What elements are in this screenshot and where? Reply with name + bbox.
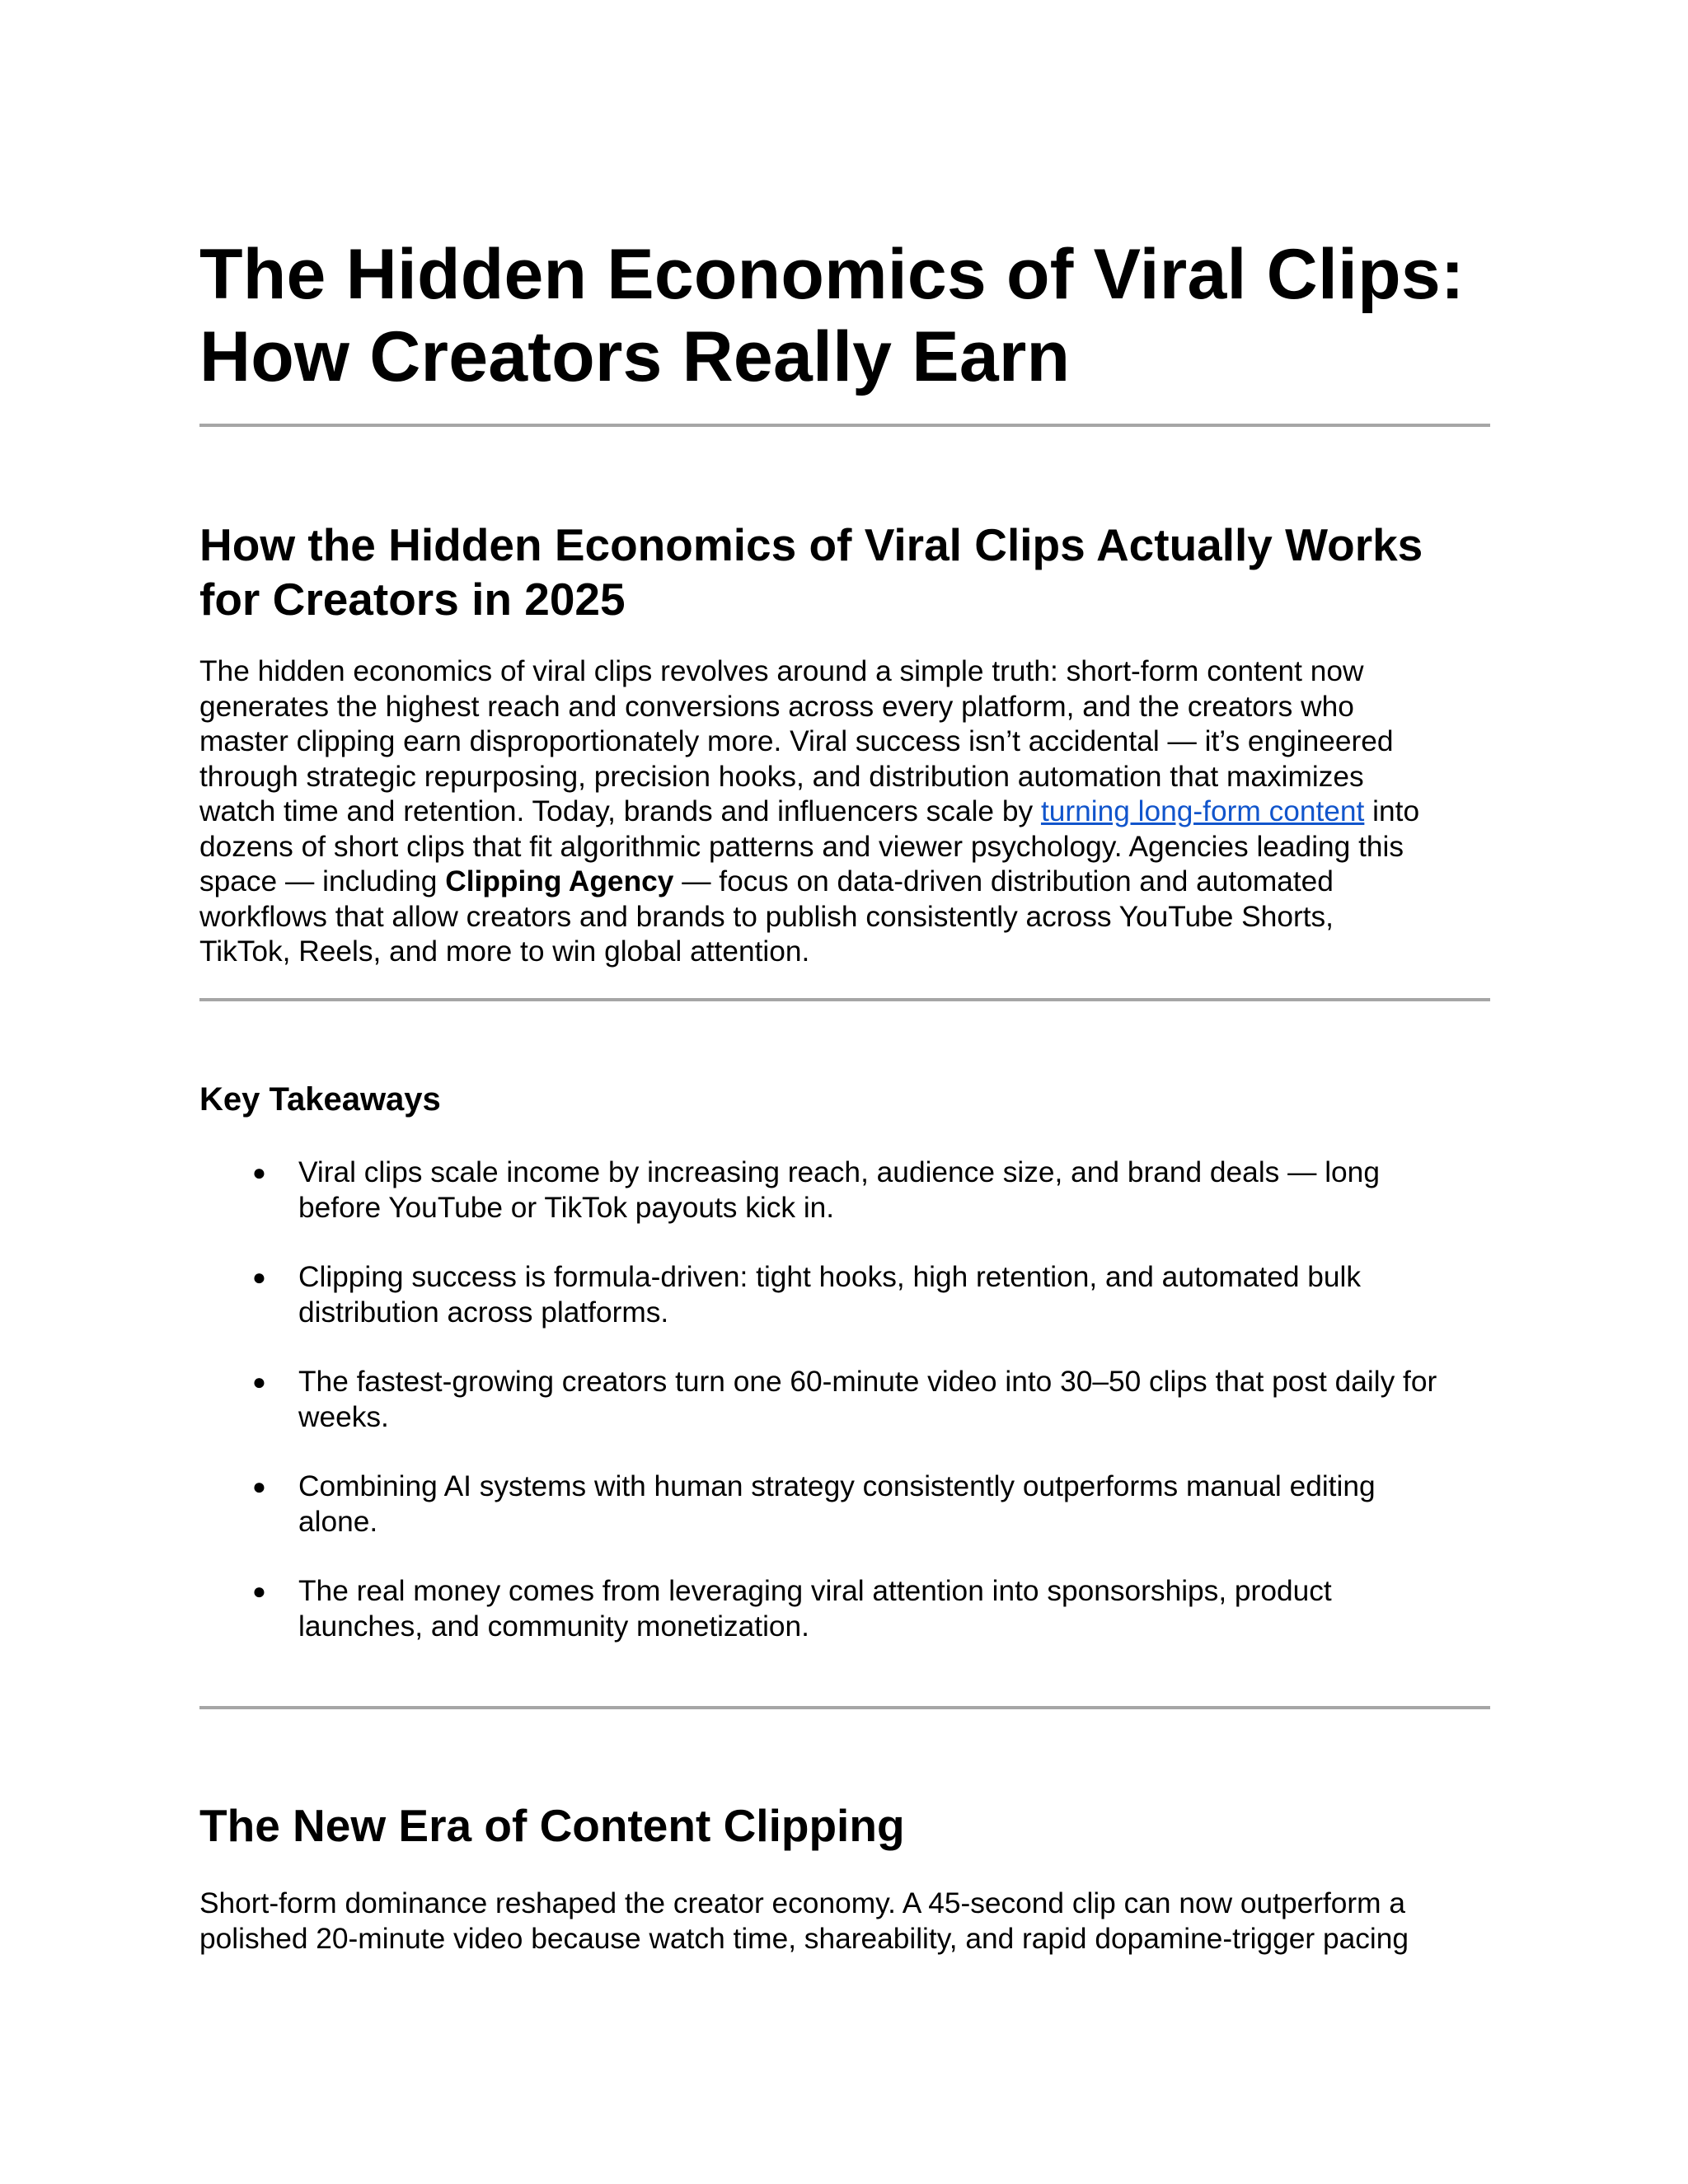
- section-heading: The New Era of Content Clipping: [199, 1800, 905, 1851]
- intro-text: — focus on data-driven distribution and automated: [673, 865, 1334, 898]
- list-item-text: launches, and community monetization.: [298, 1610, 809, 1643]
- intro-text: watch time and retention. Today, brands and influencers scale by: [199, 795, 1041, 827]
- intro-heading-line-1: How the Hidden Economics of Viral Clips Actually Works: [199, 519, 1423, 570]
- takeaways-heading: Key Takeaways: [199, 1081, 441, 1118]
- list-item-text: The fastest-growing creators turn one 60-minute video into 30–50 clips that post daily for: [298, 1366, 1437, 1398]
- divider-rule: [199, 998, 1490, 1001]
- list-item-text: weeks.: [298, 1400, 389, 1433]
- intro-line: dozens of short clips that fit algorithmic patterns and viewer psychology. Agencies leading this: [199, 830, 1404, 863]
- list-item-text: Combining AI systems with human strategy consistently outperforms manual editing: [298, 1470, 1376, 1502]
- title-line-2: How Creators Really Earn: [199, 317, 1071, 396]
- list-item: [199, 1365, 1502, 1435]
- list-item-text: distribution across platforms.: [298, 1296, 669, 1329]
- intro-heading: [199, 518, 1502, 626]
- intro-text: space — including: [199, 865, 446, 898]
- title-line-1: The Hidden Economics of Viral Clips:: [199, 235, 1465, 314]
- intro-line: workflows that allow creators and brands to publish consistently across YouTube Shorts,: [199, 900, 1334, 933]
- intro-heading-line-2: for Creators in 2025: [199, 574, 626, 625]
- intro-line: TikTok, Reels, and more to win global attention.: [199, 935, 810, 968]
- divider-rule: [199, 1706, 1490, 1709]
- bullet-icon: ●: [252, 1369, 266, 1394]
- list-item-text: alone.: [298, 1505, 378, 1538]
- intro-line: through strategic repurposing, precision hooks, and distribution automation that maximizes: [199, 760, 1364, 793]
- list-item-text: Viral clips scale income by increasing reach, audience size, and brand deals — long: [298, 1156, 1380, 1188]
- intro-line: master clipping earn disproportionately more. Viral success isn’t accidental — it’s engineered: [199, 725, 1394, 757]
- long-form-content-link[interactable]: turning long-form content: [1040, 795, 1365, 827]
- list-item-text: before YouTube or TikTok payouts kick in.: [298, 1191, 835, 1224]
- intro-line: [199, 865, 1502, 900]
- section-paragraph: [199, 1886, 1502, 1957]
- list-item: [199, 1260, 1502, 1330]
- bullet-icon: ●: [252, 1578, 266, 1604]
- intro-line: generates the highest reach and conversions across every platform, and the creators who: [199, 690, 1354, 723]
- divider-rule: [199, 424, 1490, 427]
- intro-line: The hidden economics of viral clips revolves around a simple truth: short-form content now: [199, 655, 1364, 687]
- intro-text: into: [1364, 795, 1420, 827]
- list-item: [199, 1155, 1502, 1226]
- takeaways-list: [199, 1155, 1502, 1679]
- list-item: [199, 1469, 1502, 1540]
- document-title: [199, 233, 1502, 398]
- bullet-icon: ●: [252, 1264, 266, 1290]
- intro-paragraph: [199, 654, 1502, 970]
- section-line: polished 20-minute video because watch time, shareability, and rapid dopamine-trigger pacing: [199, 1922, 1409, 1955]
- list-item-text: The real money comes from leveraging viral attention into sponsorships, product: [298, 1575, 1332, 1607]
- bullet-icon: ●: [252, 1474, 266, 1499]
- list-item-text: Clipping success is formula-driven: tight hooks, high retention, and automated bulk: [298, 1261, 1362, 1293]
- bullet-icon: ●: [252, 1160, 266, 1185]
- intro-line: [199, 794, 1502, 830]
- list-item: [199, 1574, 1502, 1644]
- agency-name: Clipping Agency: [445, 865, 674, 898]
- section-line: Short-form dominance reshaped the creator economy. A 45-second clip can now outperform a: [199, 1887, 1405, 1919]
